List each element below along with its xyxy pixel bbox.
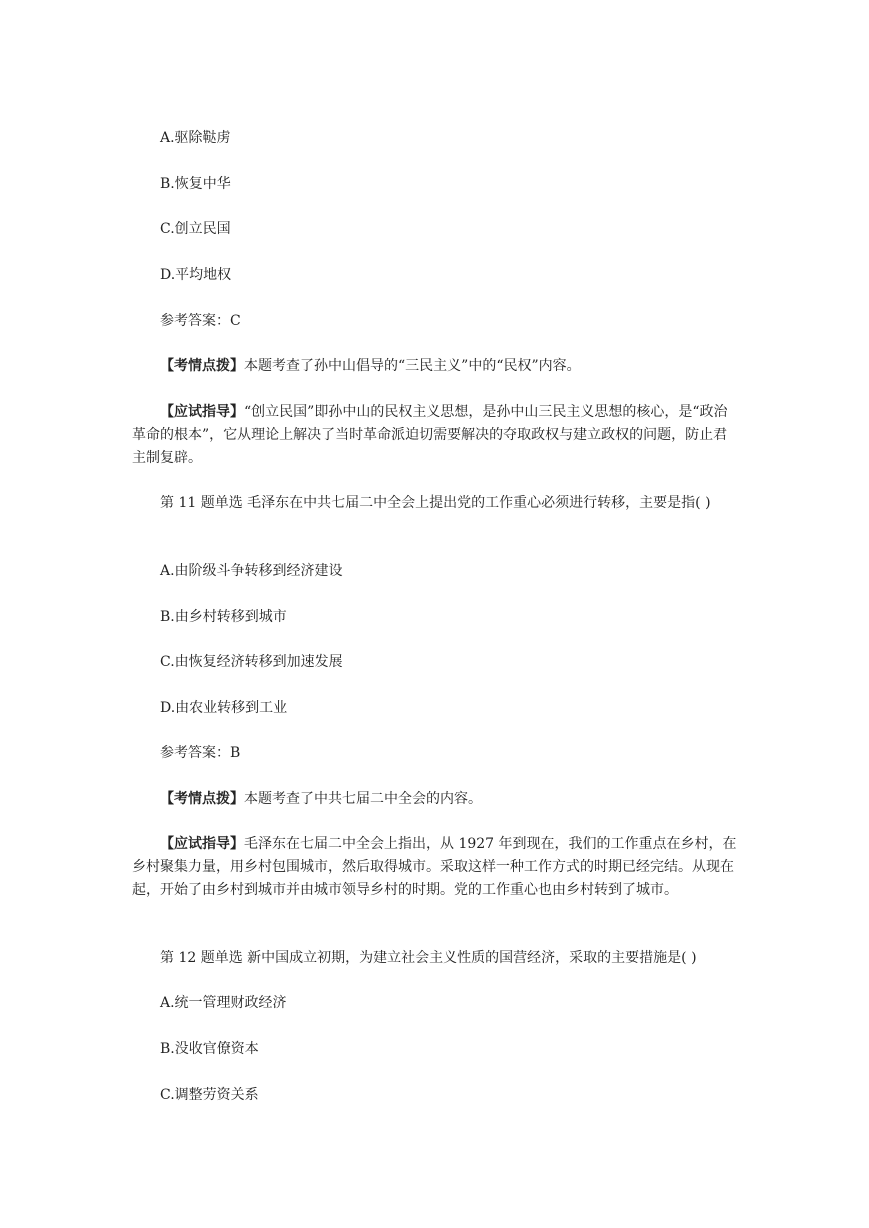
q10-analysis	[132, 355, 737, 378]
q10-option-a: A.驱除鞑虏	[160, 130, 231, 146]
q10-option-d: D.平均地权	[160, 267, 232, 283]
q11-guide-text: 毛泽东在七届二中全会上指出，从 1927 年到现在，我们的工作重点在乡村，在乡村聚集力量，用乡村包围城市，然后取得城市。采取这样一种工作方式的时期已经完结。从现在起，开始了由乡村到城市并由城市领导乡村的时期。党的工作重心也由乡村转到了城市。	[132, 836, 737, 898]
q11-stem: 第 11 题单选 毛泽东在中共七届二中全会上提出党的工作重心必须进行转移，主要是指( )	[160, 495, 711, 511]
q10-option-b: B.恢复中华	[160, 176, 231, 192]
q10-option-c: C.创立民国	[160, 221, 231, 237]
q12-option-c: C.调整劳资关系	[160, 1087, 259, 1103]
q11-guide	[132, 833, 737, 902]
q10-answer: 参考答案：C	[160, 313, 241, 329]
q12-option-b: B.没收官僚资本	[160, 1041, 259, 1057]
q11-analysis-text: 本题考查了中共七届二中全会的内容。	[244, 791, 482, 807]
q10-guide	[132, 401, 737, 470]
q11-option-c: C.由恢复经济转移到加速发展	[160, 654, 343, 670]
q10-analysis-text: 本题考查了孙中山倡导的“三民主义”中的“民权”内容。	[244, 358, 581, 374]
q11-option-d: D.由农业转移到工业	[160, 700, 288, 716]
q10-guide-text: “创立民国”即孙中山的民权主义思想，是孙中山三民主义思想的核心，是“政治革命的根本”，它从理论上解决了当时革命派迫切需要解决的夺取政权与建立政权的问题，防止君主制复辟。	[132, 404, 728, 466]
q11-analysis	[132, 788, 737, 811]
q11-guide-label: 【应试指导】	[160, 836, 244, 852]
q11-analysis-label: 【考情点拨】	[160, 791, 244, 807]
q10-guide-label: 【应试指导】	[160, 404, 244, 420]
q10-analysis-label: 【考情点拨】	[160, 358, 244, 374]
q12-option-a: A.统一管理财政经济	[160, 995, 287, 1011]
q12-stem: 第 12 题单选 新中国成立初期，为建立社会主义性质的国营经济，采取的主要措施是( )	[160, 950, 697, 966]
q11-answer: 参考答案：B	[160, 745, 241, 761]
q11-option-a: A.由阶级斗争转移到经济建设	[160, 563, 343, 579]
q11-option-b: B.由乡村转移到城市	[160, 609, 287, 625]
